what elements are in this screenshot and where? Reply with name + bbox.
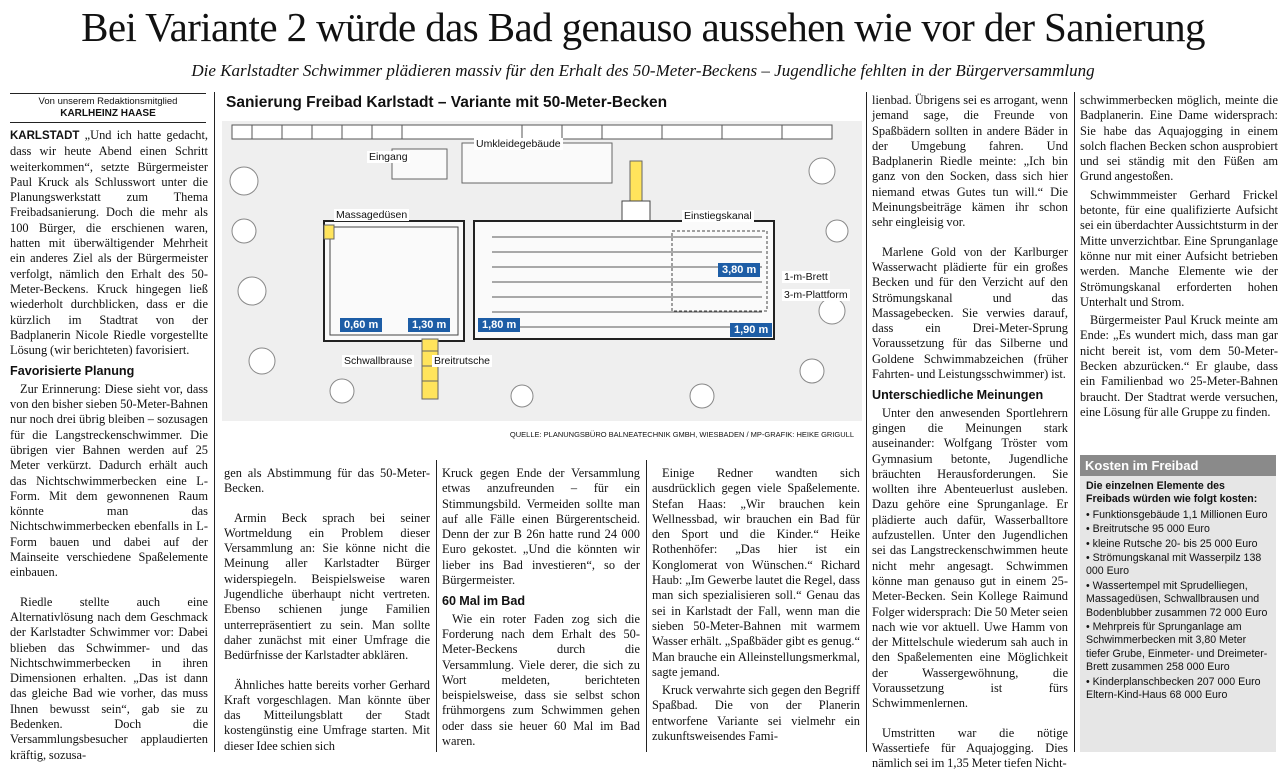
byline-kicker: Von unserem Redaktionsmitglied: [38, 96, 178, 107]
byline: [10, 93, 206, 123]
label-umkleidegebaeude: Umkleidegebäude: [476, 138, 561, 150]
byline-author: KARLHEINZ HAASE: [60, 108, 156, 119]
depth-label: 1,80 m: [478, 318, 520, 332]
label-eingang: Eingang: [369, 151, 408, 163]
paragraph: Riedle stellte auch eine Alternativlösung nach dem Geschmack der Karlstadter Schwimmer vor: Dabei blieben das Schwimmer- und das Nichtschwimmerbecken in ihren Dimensionen erhalten. „Das ist dann das gleiche Bad wie vorher, das muss Ihnen bewusst sein“, gab sie zu Bedenken. Doch die Versammlungsbesucher applaudierten kräftig, sozusa-: [10, 594, 208, 762]
subheading: 60 Mal im Bad: [442, 594, 526, 609]
infobox-title: Kosten im Freibad: [1080, 455, 1276, 476]
article-column-4: [652, 466, 860, 752]
subheading: Favorisierte Planung: [10, 364, 135, 379]
paragraph: lienbad. Übrigens sei es arrogant, wenn jemand sage, die Freunde von Spaßbädern sollten in andere Bäder in der Umgebung fahren. Und Badplanerin Riedle meinte: „Ich bin ganz von den Socken, dass sich hier niemand etwas Gutes tun will.“ Die Meinungsbeiträge kämen ihr schon sehr eingleisig vor.: [872, 93, 1068, 230]
column-rule: [866, 92, 867, 752]
article-column-5: [872, 93, 1068, 771]
infobox-intro: Die einzelnen Elemente des Freibads würden wie folgt kosten:: [1086, 480, 1258, 506]
infobox-item: • Kinderplanschbecken 207 000 Euro Eltern-Kind-Haus 68 000 Euro: [1086, 675, 1261, 702]
column-rule: [214, 92, 215, 752]
paragraph: Zur Erinnerung: Diese sieht vor, dass von den bisher sieben 50-Meter-Bahnen nur noch drei übrig bleiben – sozusagen für die Langstreckenschwimmer. Die übrigen vier Bahnen werden auf 25 Meter verkürzt. Dadurch erhält auch das Nichtschwimmerbecken eine L-Form. Mit dem gewonnenen Raum könnte man das Nichtschwimmerbecken ebenfalls in L-Form bauen und dabei auf der Mainseite verschiedene Spaßelemente einbauen.: [10, 381, 208, 580]
headline: Bei Variante 2 würde das Bad genauso aussehen wie vor der Sanierung: [81, 4, 1205, 50]
infobox-item: • Wassertempel mit Sprudelliegen, Massagedüsen, Schwallbrausen und Bodenblubber zusammen 72 000 Euro: [1086, 579, 1268, 619]
label-massageduesen: Massagedüsen: [336, 209, 408, 221]
depth-label: 0,60 m: [340, 318, 382, 332]
depth-label: 1,30 m: [408, 318, 450, 332]
label-breitrutsche: Breitrutsche: [434, 355, 491, 367]
paragraph: Wie ein roter Faden zog sich die Forderung nach dem Erhalt des 50-Meter-Beckens durch die Versammlung. Viele derer, die sich zu Wort meldeten, berichteten beispielsweise, dass sie selbst schon frühmorgens zum Schwimmen gehen oder dass sie heuer 60 Mal im Bad waren.: [442, 611, 640, 749]
article-column-2: [224, 466, 430, 752]
paragraph: Schwimmmeister Gerhard Frickel betonte, für eine qualifizierte Aufsicht sei ein überdachter Aussichtsturm in der Mitte unverzichtbar. Eine Sprunganlage könne nur mit einer Aufsicht betrieben werden. Manche Elemente wie der Strömungskanal erforderten hohen Unterhalt und Strom.: [1080, 187, 1278, 309]
paragraph: Armin Beck sprach bei seiner Wortmeldung ein Problem dieser Versammlung an: Sie könne nicht die Meinung aller Karlstadter Bürger widerspiegeln. Beispielsweise waren Jugendliche überhaupt nicht vertreten. Ebenso schienen junge Familien unterrepräsentiert zu sein. Man sollte daher zunächst mit einer Umfrage die Bedürfnisse der Karlstadter abklären.: [224, 510, 430, 663]
paragraph: Kruck gegen Ende der Versammlung etwas anzufreunden – für ein Stimmungsbild. Vermeiden sollte man auf alle Fälle einen Bürgerentscheid. Denn der zur B 26n hatte rund 24 000 Euro gekostet. „Und die könnten wir lieber ins Bad investieren“, so der Bürgermeister.: [442, 466, 640, 588]
paragraph: „Und ich hatte gedacht, dass wir heute Abend einen Schritt weiterkommen“, setzte Bürgermeister Paul Kruck als Schlusswort unter die Planungswerkstatt zum Thema Freibadsanierung. Doch die mehr als 100 Bürger, die erschienen waren, hatten mit überwältigender Mehrheit ein anderes Ziel als der Bürgermeister verfolgt, nämlich den Erhalt des 50-Meter-Beckens. Kruck hingegen ließ wiederholt durchblicken, dass er die kürzlich im Stadtrat von der Badplanerin Nicole Riedle vorgestellte Lösung (wir berichteten) favorisiert.: [10, 128, 208, 358]
pool-plan-graphic: [222, 93, 862, 443]
paragraph: Unter den anwesenden Sportlehrern gingen die Meinungen stark auseinander: Wolfgang Tröster vom Gymnasium betonte, Jugendliche bräuchten Herausforderungen. Sie wollten ihre Abenteuerlust ausleben. Dazu gehöre eine Sprunganlage. Er plädierte auch dafür, Wasserballtore aufzustellen. Unter den Jugendlichen sei das Langstreckenschwimmen heute nicht mehr angesagt. Schwimmen könne man genauso gut in einem 25-Meter-Becken. Sein Kollege Raimund Folger widersprach: Die 50 Meter seien nach wie vor aktuell. Uwe Hamm von der Mittelschule wiederum sah auch in den Spaßelementen eine Möglichkeit der Wassergewöhnung, die Voraussetzung ist fürs Schwimmenlernen.: [872, 405, 1068, 711]
paragraph: Marlene Gold von der Karlburger Wasserwacht plädierte für ein großes Becken und für den Verzicht auf den Strömungskanal und das Massagebecken. Sie verwies darauf, dass ein Drei-Meter-Sprung Voraussetzung für das Silberne und Goldene Schwimmabzeichen (früher Fahrten- und Leistungsschwimmer) ist.: [872, 244, 1068, 382]
cost-infobox: [1080, 455, 1276, 752]
paragraph: Umstritten war die nötige Wassertiefe für Aquajogging. Dies nämlich sei im 1,35 Meter tiefen Nicht-: [872, 725, 1068, 771]
label-einstiegskanal: Einstiegskanal: [684, 210, 752, 222]
paragraph: Einige Redner wandten sich ausdrücklich gegen viele Spaßelemente. Stefan Haas: „Wir brauchen kein Wellnessbad, wir brauchen ein Bad für den Sport und die Kinder.“ Heike Rothenhöfer: „Das hier ist ein Konglomerat von Wünschen.“ Richard Haub: „Im Gewerbe lautet die Regel, dass man sich spezialisieren soll.“ Genau das sei in Karlstadt der Fall, wenn man die sieben 50-Meter-Bahnen mit warmem Wasser erhält. „Spaßbäder gibt es genug.“ Man brauche ein Alleinstellungsmerkmal, sagte jemand.: [652, 466, 860, 679]
article-column-6: [1080, 93, 1278, 449]
infobox-item: • Mehrpreis für Sprunganlage am Schwimmerbecken mit 3,80 Meter tiefer Grube, Einmeter- und Dreimeter-Brett zusammen 258 000 Euro: [1086, 621, 1268, 674]
article-column-3: [442, 466, 640, 752]
label-1m-brett: 1-m-Brett: [784, 271, 828, 283]
label-schwallbrause: Schwallbrause: [344, 355, 413, 367]
infobox-item: • Funktionsgebäude 1,1 Millionen Euro: [1086, 508, 1268, 521]
graphic-title: Sanierung Freibad Karlstadt – Variante mit 50-Meter-Becken: [226, 94, 668, 111]
subheadline: Die Karlstadter Schwimmer plädieren massiv für den Erhalt des 50-Meter-Beckens – Jugendliche fehlten in der Bürgerversammlung: [191, 61, 1095, 80]
dateline: KARLSTADT: [10, 130, 80, 142]
depth-label: 3,80 m: [718, 263, 760, 277]
depth-label: 1,90 m: [730, 323, 772, 337]
subheading: Unterschiedliche Meinungen: [872, 388, 1044, 403]
graphic-credit: QUELLE: PLANUNGSBÜRO BALNEATECHNIK GMBH, WIESBADEN / MP-GRAFIK: HEIKE GRIGULL: [509, 430, 854, 439]
paragraph: Ähnliches hatte bereits vorher Gerhard Kraft vorgeschlagen. Man könnte über das Mitteilungsblatt der Stadt kostengünstig eine Umfrage starten. Mit dieser Idee schien sich: [224, 677, 430, 753]
column-rule: [646, 460, 647, 752]
infobox-item: • Strömungskanal mit Wasserpilz 138 000 Euro: [1086, 552, 1262, 578]
paragraph: Bürgermeister Paul Kruck meinte am Ende: „Es wundert mich, dass man gar nicht bereit ist, vom dem 50-Meter-Becken abzurücken.“ Er glaube, dass ein Familienbad wo 25-Meter-Bahnen braucht. Der Stadtrat werde versuchen, eine Lösung für alle Gruppe zu finden.: [1080, 313, 1278, 419]
column-rule: [436, 460, 437, 752]
paragraph: schwimmerbecken möglich, meinte die Badplanerin. Eine Dame widersprach: Sie habe das Aquajogging in einem solch flachen Becken schon ausprobiert und sei ständig mit den Füßen am Grund angestoßen.: [1080, 93, 1278, 184]
column-rule: [1074, 92, 1075, 752]
infobox-item: • kleine Rutsche 20- bis 25 000 Euro: [1086, 537, 1258, 550]
paragraph: gen als Abstimmung für das 50-Meter-Becken.: [224, 466, 430, 496]
infobox-item: • Breitrutsche 95 000 Euro: [1086, 523, 1210, 536]
label-3m-plattform: 3-m-Plattform: [784, 289, 848, 301]
article-column-1: [10, 128, 208, 762]
paragraph: Kruck verwahrte sich gegen den Begriff Spaßbad. Die von der Planerin entworfene Variante sei vielmehr ein zukunftsweisendes Fami-: [652, 683, 860, 744]
pool-plan-drawing: [222, 121, 862, 421]
